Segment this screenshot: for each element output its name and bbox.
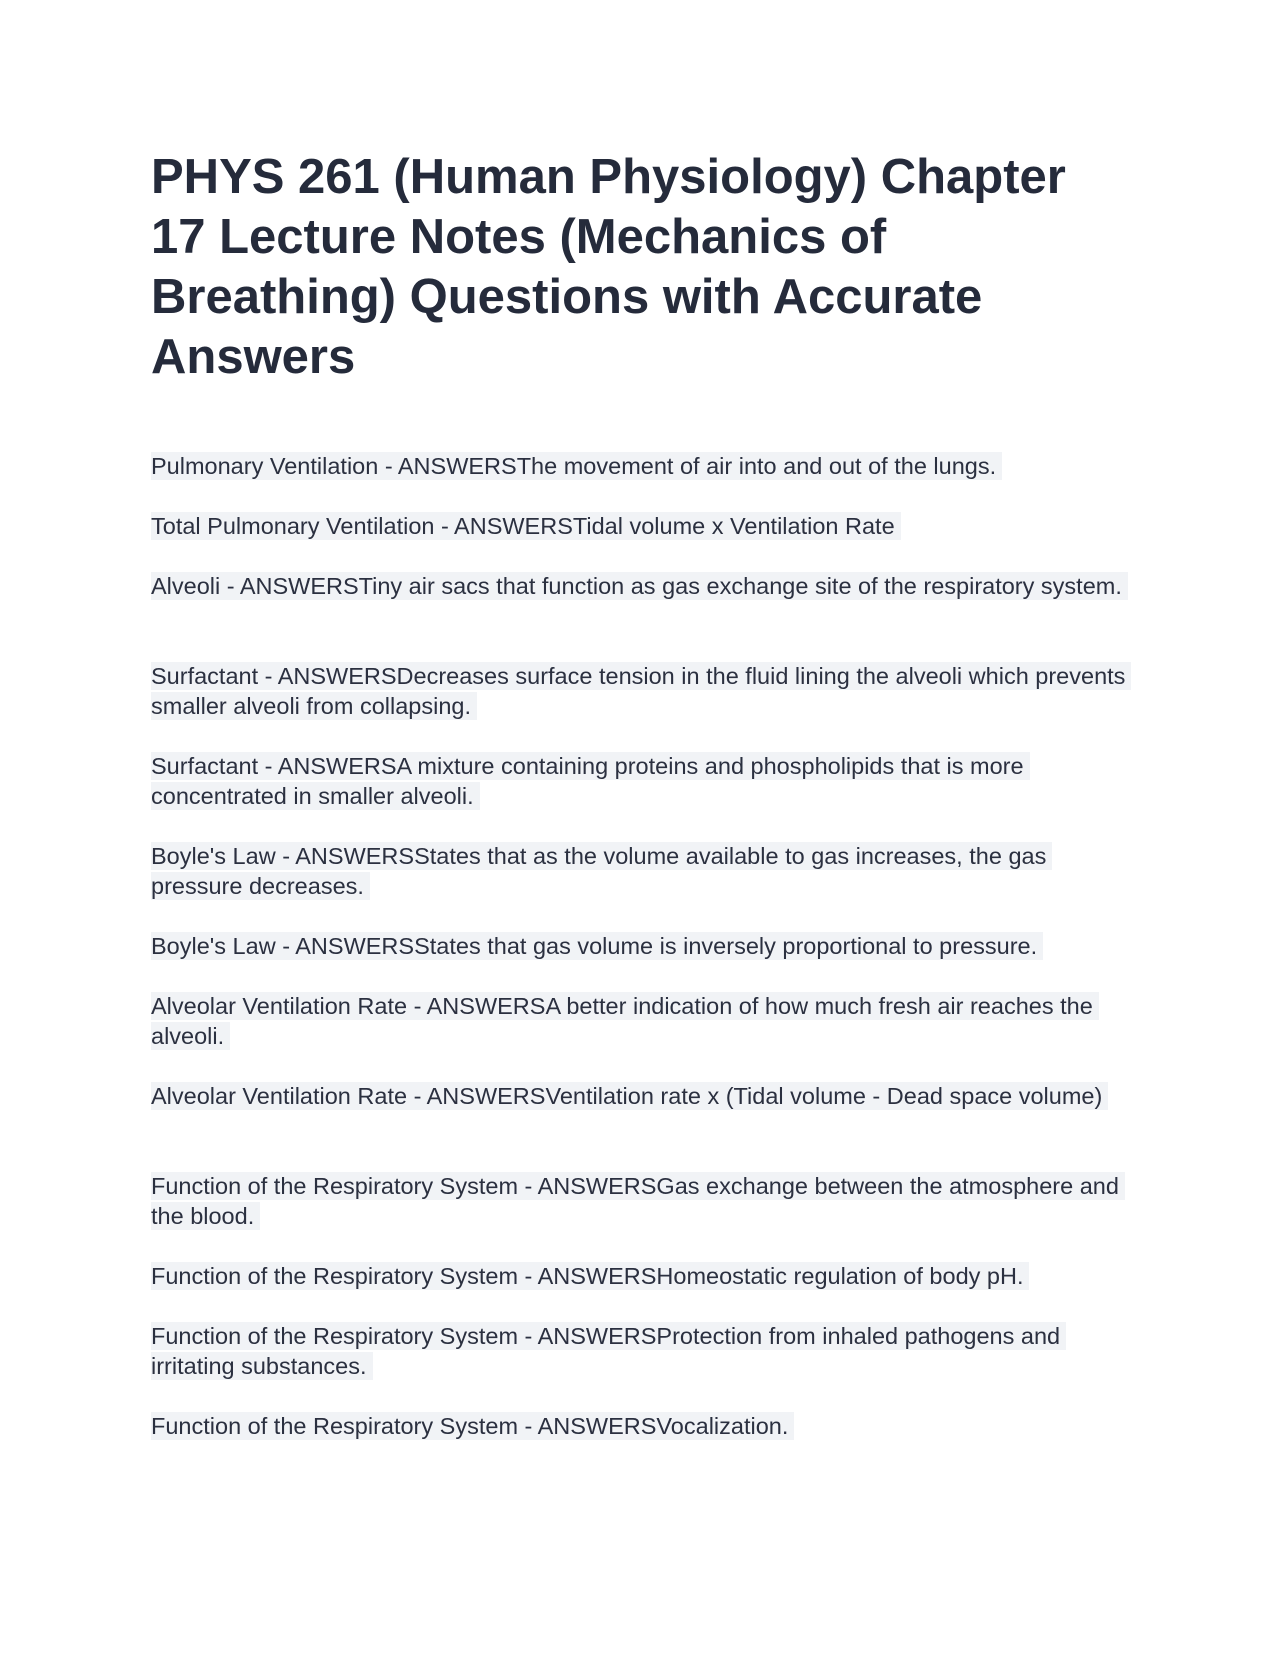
qa-entry — [151, 931, 1131, 961]
qa-entry-text: Boyle's Law - ANSWERSStates that gas volume is inversely proportional to pressure. — [151, 932, 1043, 960]
qa-entry — [151, 841, 1131, 901]
qa-entry-text: Pulmonary Ventilation - ANSWERSThe movement of air into and out of the lungs. — [151, 452, 1002, 480]
qa-entry — [151, 1081, 1131, 1141]
document-title: PHYS 261 (Human Physiology) Chapter 17 Lecture Notes (Mechanics of Breathing) Questions with Accurate Answers — [151, 150, 1066, 384]
qa-entry — [151, 1321, 1131, 1381]
qa-entry-text: Function of the Respiratory System - ANSWERSVocalization. — [151, 1412, 794, 1440]
qa-entry-text: Function of the Respiratory System - ANSWERSGas exchange between the atmosphere and the blood. — [151, 1172, 1125, 1230]
qa-entry-text: Surfactant - ANSWERSDecreases surface tension in the fluid lining the alveoli which prevents smaller alveoli from collapsing. — [151, 662, 1131, 720]
qa-entry — [151, 661, 1131, 721]
qa-entry — [151, 751, 1131, 811]
qa-entry — [151, 991, 1131, 1051]
qa-entry-text: Boyle's Law - ANSWERSStates that as the volume available to gas increases, the gas pressure decreases. — [151, 842, 1052, 900]
qa-entry — [151, 1261, 1131, 1291]
qa-entry-text: Function of the Respiratory System - ANSWERSHomeostatic regulation of body pH. — [151, 1262, 1029, 1290]
qa-entry — [151, 511, 1131, 541]
qa-entry-text: Alveoli - ANSWERSTiny air sacs that function as gas exchange site of the respiratory system. — [151, 572, 1128, 600]
qa-entry-text: Alveolar Ventilation Rate - ANSWERSA better indication of how much fresh air reaches the alveoli. — [151, 992, 1099, 1050]
qa-entry — [151, 1171, 1131, 1231]
qa-entry-text: Function of the Respiratory System - ANSWERSProtection from inhaled pathogens and irritating substances. — [151, 1322, 1066, 1380]
qa-entry-text: Surfactant - ANSWERSA mixture containing proteins and phospholipids that is more concentrated in smaller alveoli. — [151, 752, 1030, 810]
qa-entry — [151, 571, 1131, 631]
qa-entry — [151, 451, 1131, 481]
qa-entry-text: Total Pulmonary Ventilation - ANSWERSTidal volume x Ventilation Rate — [151, 512, 901, 540]
qa-entry — [151, 1411, 1131, 1441]
qa-list — [151, 451, 1131, 1471]
qa-entry-text: Alveolar Ventilation Rate - ANSWERSVentilation rate x (Tidal volume - Dead space volume) — [151, 1082, 1108, 1110]
